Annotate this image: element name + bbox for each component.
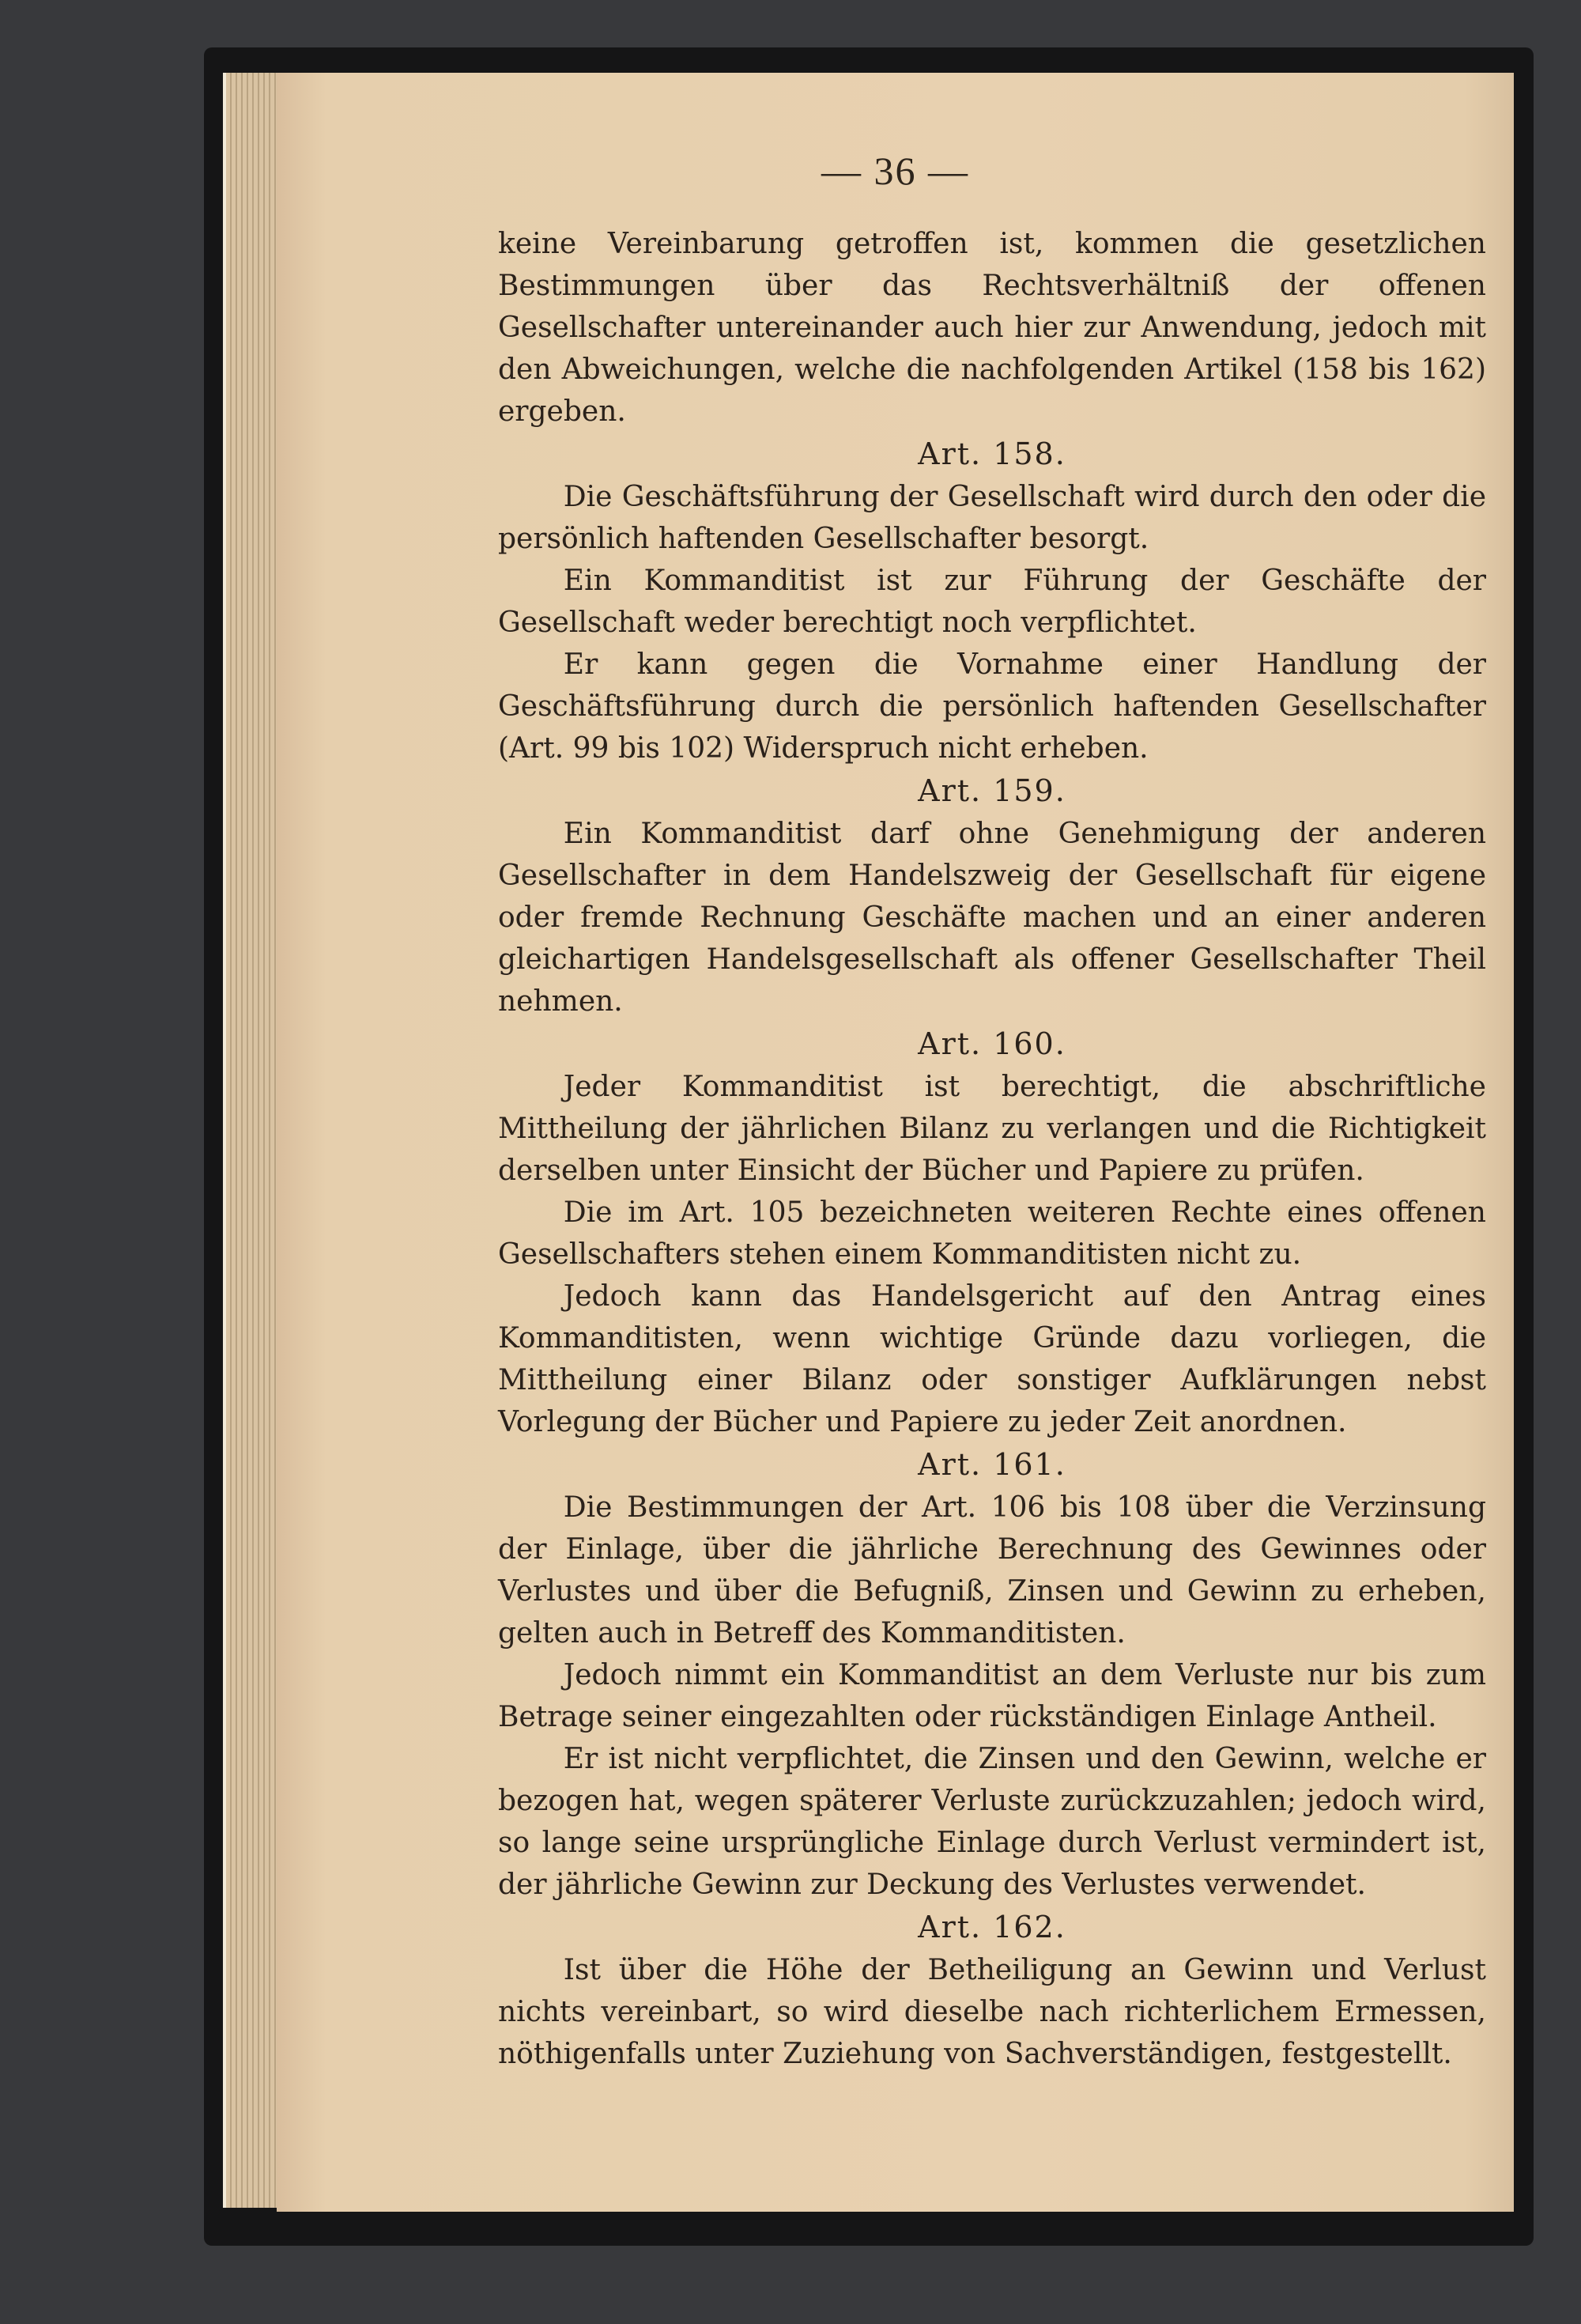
article-heading: Art. 162. xyxy=(918,1910,1066,1944)
paragraph: Jedoch nimmt ein Kommanditist an dem Verluste nur bis zum Betrage seiner eingezahlten oder rückständigen Einlage Antheil. xyxy=(498,1659,1486,1733)
paragraph: Er ist nicht verpflichtet, die Zinsen und den Gewinn, welche er bezogen hat, wegen späterer Verluste zurückzuzahlen; jedoch wird, so lange seine ursprüngliche Einlage durch Verlust vermindert ist, der jährliche Gewinn zur Deckung des Verlustes verwendet. xyxy=(498,1743,1486,1901)
book-page xyxy=(277,73,1514,2212)
article-heading: Art. 159. xyxy=(918,773,1066,808)
article-heading: Art. 160. xyxy=(918,1026,1066,1061)
paragraph: Die im Art. 105 bezeichneten weiteren Rechte eines offenen Gesellschafters stehen einem Kommanditisten nicht zu. xyxy=(498,1196,1486,1271)
paragraph: Die Geschäftsführung der Gesellschaft wird durch den oder die persönlich haftenden Gesellschafter besorgt. xyxy=(498,481,1486,555)
intro-paragraph: keine Vereinbarung getroffen ist, kommen die gesetzlichen Bestimmungen über das Rechtsverhältniß der offenen Gesellschafter untereinander auch hier zur Anwendung, jedoch mit den Abweichungen, welche die nachfolgenden Artikel (158 bis 162) ergeben. xyxy=(498,228,1486,428)
page-number: — 36 — xyxy=(821,149,969,193)
article-heading: Art. 161. xyxy=(918,1447,1066,1482)
paragraph: Er kann gegen die Vornahme einer Handlung der Geschäftsführung durch die persönlich haftenden Gesellschafter (Art. 99 bis 102) Widerspruch nicht erheben. xyxy=(498,648,1486,765)
paragraph: Die Bestimmungen der Art. 106 bis 108 über die Verzinsung der Einlage, über die jährliche Berechnung des Gewinnes oder Verlustes und über die Befugniß, Zinsen und Gewinn zu erheben, gelten auch in Betreff des Kommanditisten. xyxy=(498,1491,1486,1649)
article-heading: Art. 158. xyxy=(918,436,1066,471)
paragraph: Jeder Kommanditist ist berechtigt, die abschriftliche Mittheilung der jährlichen Bilanz zu verlangen und die Richtigkeit derselben unter Einsicht der Bücher und Papiere zu prüfen. xyxy=(498,1071,1486,1187)
paragraph: Ein Kommanditist darf ohne Genehmigung der anderen Gesellschafter in dem Handelszweig der Gesellschaft für eigene oder fremde Rechnung Geschäfte machen und an einer anderen gleichartigen Handelsgesellschaft als offener Gesellschafter Theil nehmen. xyxy=(498,818,1486,1018)
paragraph: Jedoch kann das Handelsgericht auf den Antrag eines Kommanditisten, wenn wichtige Gründe dazu vorliegen, die Mittheilung einer Bilanz oder sonstiger Aufklärungen nebst Vorlegung der Bücher und Papiere zu jeder Zeit anordnen. xyxy=(498,1280,1486,1438)
paragraph: Ein Kommanditist ist zur Führung der Geschäfte der Gesellschaft weder berechtigt noch verpflichtet. xyxy=(498,565,1486,639)
paragraph: Ist über die Höhe der Betheiligung an Gewinn und Verlust nichts vereinbart, so wird dieselbe nach richterlichem Ermessen, nöthigenfalls unter Zuziehung von Sachverständigen, festgestellt. xyxy=(498,1954,1486,2070)
page-body xyxy=(498,223,1486,2075)
